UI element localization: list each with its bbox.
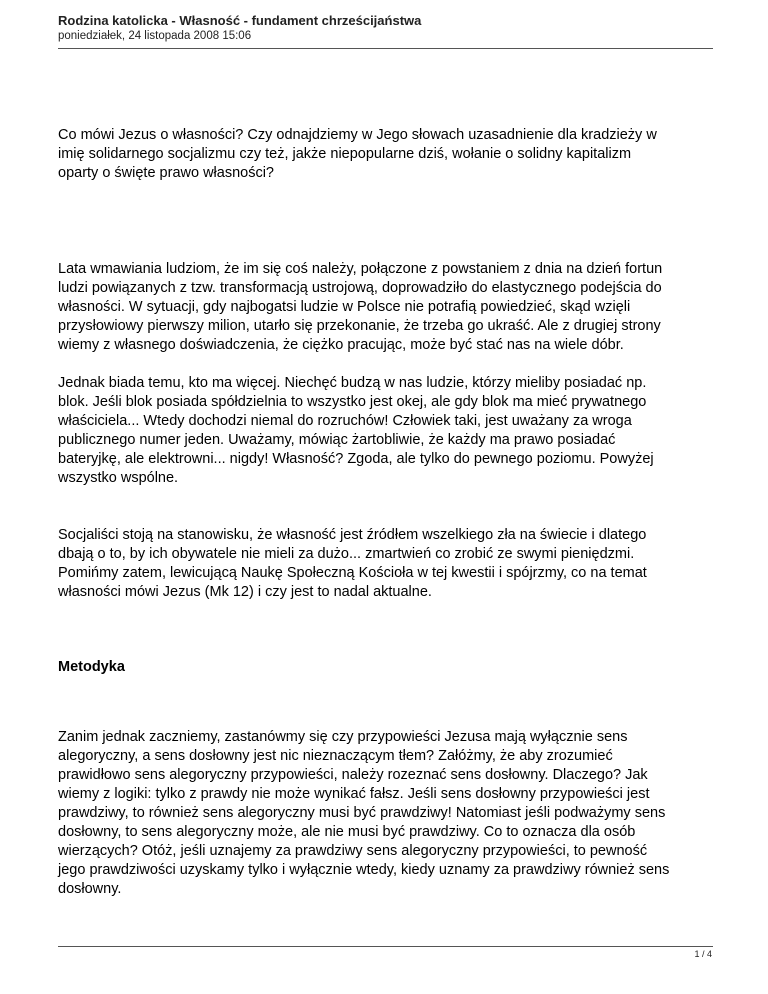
paragraph: Jednak biada temu, kto ma więcej. Niechęć budzą w nas ludzie, którzy mieliby posiadać np. blok. Jeśli blok posiada spółdzielnia to wszystko jest okej, ale gdy blok ma mieć prywatnego właściciela... Wtedy dochodzi niemal do rozruchów! Człowiek taki, jest uważany za wroga publicznego numer jeden. Uważamy, mówiąc żartobliwie, że każdy ma prawo posiadać bateryjkę, ale elektrowni... nigdy! Własność? Zgoda, ale tylko do pewnego poziomu. Powyżej wszystko wspólne. — [58, 375, 654, 486]
paragraph: Lata wmawiania ludziom, że im się coś należy, połączone z powstaniem z dnia na dzień fortun ludzi powiązanych z tzw. transformacją ustrojową, doprowadziło do elastycznego podejścia do własności. W sytuacji, gdy najbogatsi ludzie w Polsce nie potrafią powiedzieć, skąd wzięli przysłowiowy pierwszy milion, utarło się przekonanie, że trzeba go ukraść. Ale z drugiej strony wiemy z własnego doświadczenia, że ciężko pracując, może być stać nas na wiele dóbr. — [58, 261, 663, 353]
section-heading: Metodyka — [58, 659, 125, 675]
page-header — [58, 13, 713, 43]
paragraph: Zanim jednak zaczniemy, zastanówmy się czy przypowieści Jezusa mają wyłącznie sens alegoryczny, a sens dosłowny jest nic nieznaczącym tłem? Załóżmy, że aby zrozumieć prawidłowo sens alegoryczny przypowieści, należy rozeznać sens dosłowny. Dlaczego? Jak wiemy z logiki: tylko z prawdy nie może wynikać fałsz. Jeśli sens dosłowny przypowieści jest prawdziwy, to również sens alegoryczny musi być prawdziwy! Natomiast jeśli podważymy sens dosłowny, to sens alegoryczny może, ale nie musi być prawdziwy. Co to oznacza dla osób wierzących? Otóż, jeśli uznajemy za prawdziwy sens alegoryczny przypowieści, to pewność jego prawdziwości uzyskamy tylko i wyłącznie wtedy, kiedy uznamy za prawdziwy również sens dosłowny. — [58, 729, 670, 897]
page-number: 1 / 4 — [694, 949, 712, 959]
footer-divider — [58, 946, 713, 947]
paragraph: Socjaliści stoją na stanowisku, że własność jest źródłem wszelkiego zła na świecie i dlatego dbają o to, by ich obywatele nie mieli za dużo... zmartwień co zrobić ze swymi pieniędzmi. Pomińmy zatem, lewicującą Naukę Społeczną Kościoła w tej kwestii i spójrzmy, co na temat własności mówi Jezus (Mk 12) i czy jest to nadal aktualne. — [58, 527, 647, 600]
header-divider — [58, 48, 713, 49]
paragraph: Co mówi Jezus o własności? Czy odnajdziemy w Jego słowach uzasadnienie dla kradzieży w imię solidarnego socjalizmu czy też, jakże niepopularne dziś, wołanie o solidny kapitalizm oparty o święte prawo własności? — [58, 127, 657, 181]
document-date: poniedziałek, 24 listopada 2008 15:06 — [58, 30, 252, 42]
document-title: Rodzina katolicka - Własność - fundament chrześcijaństwa — [58, 13, 422, 28]
